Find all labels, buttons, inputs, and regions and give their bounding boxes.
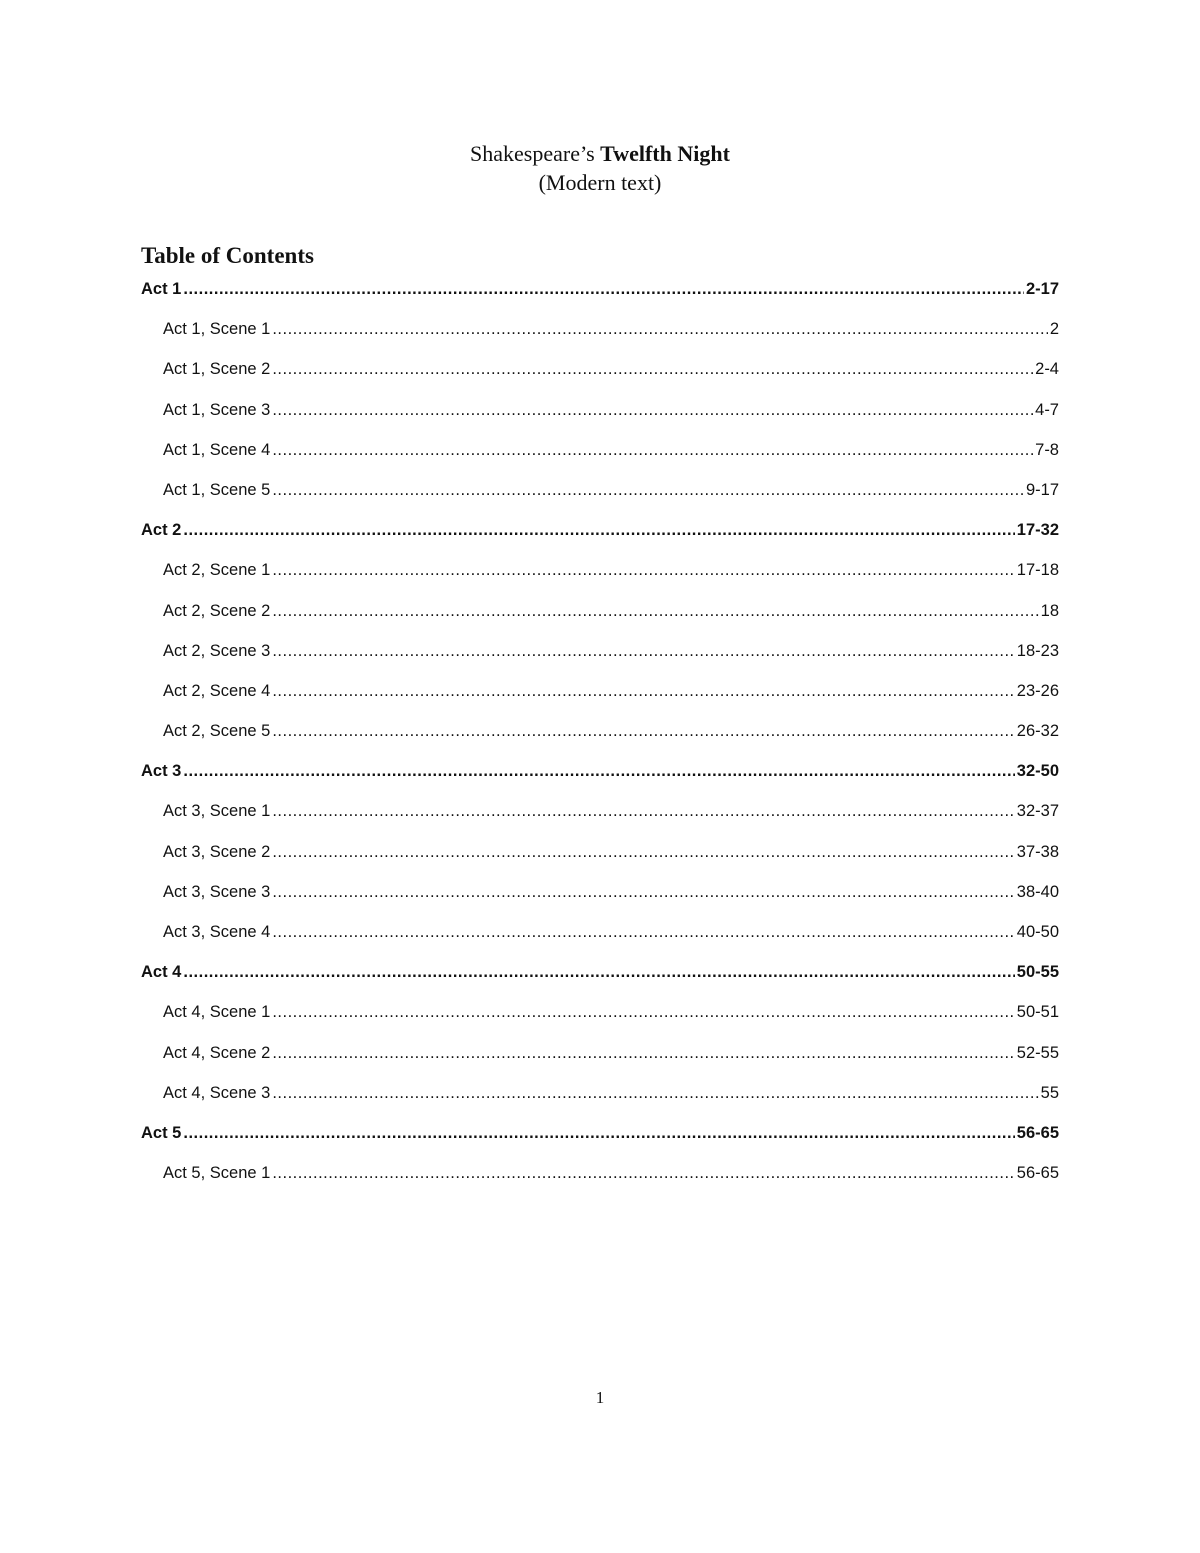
toc-dot-leader [272, 1039, 1014, 1067]
toc-dot-leader [272, 677, 1014, 705]
toc-dot-leader [183, 958, 1014, 986]
toc-entry-scene[interactable] [141, 998, 1059, 1038]
toc-entry-label: Act 1, Scene 3 [163, 400, 271, 419]
toc-entry-label: Act 4, Scene 3 [163, 1083, 271, 1102]
toc-dot-leader [183, 757, 1014, 785]
toc-dot-leader [272, 637, 1014, 665]
toc-entry-act[interactable] [141, 516, 1059, 556]
toc-entry-pages: 55 [1040, 1083, 1059, 1102]
toc-dot-leader [183, 1119, 1014, 1147]
toc-entry-label: Act 1, Scene 1 [163, 320, 271, 339]
toc-entry-pages: 38-40 [1016, 882, 1059, 901]
toc-entry-pages: 40-50 [1016, 923, 1059, 941]
toc-entry-label: Act 3, Scene 1 [163, 802, 271, 821]
toc-entry-label: Act 3 [141, 762, 182, 781]
toc-dot-leader [272, 556, 1014, 584]
toc-entry-pages: 7-8 [1035, 440, 1059, 459]
toc-dot-leader [272, 355, 1033, 383]
toc-entry-label: Act 1, Scene 4 [163, 440, 271, 459]
toc-entry-label: Act 1, Scene 2 [163, 360, 271, 379]
toc-entry-scene[interactable] [141, 918, 1059, 958]
toc-entry-scene[interactable] [141, 1079, 1059, 1119]
toc-entry-label: Act 3, Scene 3 [163, 882, 271, 901]
toc-entry-label: Act 3, Scene 4 [163, 923, 271, 941]
toc-entry-pages: 9-17 [1025, 480, 1059, 499]
toc-entry-scene[interactable] [141, 637, 1059, 677]
toc-entry-label: Act 3, Scene 2 [163, 842, 271, 861]
toc-entry-pages: 56-65 [1016, 1164, 1059, 1183]
toc-entry-scene[interactable] [141, 556, 1059, 596]
document-title [0, 139, 1200, 168]
toc-dot-leader [272, 878, 1014, 906]
toc-entry-pages: 23-26 [1016, 681, 1059, 700]
toc-entry-pages: 56-65 [1016, 1123, 1059, 1142]
toc-entry-pages: 18 [1040, 601, 1059, 620]
toc-heading: Table of Contents [141, 243, 314, 268]
toc-dot-leader [272, 1159, 1014, 1187]
toc-dot-leader [272, 476, 1024, 504]
toc-entry-label: Act 2, Scene 3 [163, 641, 271, 660]
toc-entry-scene[interactable] [141, 878, 1059, 918]
toc-entry-pages: 2 [1049, 320, 1059, 339]
toc-entry-label: Act 2, Scene 4 [163, 681, 271, 700]
toc-entry-act[interactable] [141, 757, 1059, 797]
toc-entry-pages: 50-51 [1016, 1003, 1059, 1022]
document-title-block [0, 139, 1200, 197]
toc-entry-label: Act 2, Scene 1 [163, 561, 271, 580]
toc-entry-label: Act 5, Scene 1 [163, 1164, 271, 1183]
title-play-name: Twelfth Night [600, 141, 730, 166]
toc-dot-leader [183, 516, 1014, 544]
toc-entry-scene[interactable] [141, 717, 1059, 757]
toc-entry-pages: 18-23 [1016, 641, 1059, 660]
title-prefix: Shakespeare’s [470, 141, 601, 166]
toc-entry-pages: 32-37 [1016, 802, 1059, 821]
toc-entry-label: Act 2, Scene 5 [163, 722, 271, 741]
toc-entry-scene[interactable] [141, 797, 1059, 837]
table-of-contents [141, 275, 1059, 1199]
toc-entry-act[interactable] [141, 275, 1059, 315]
toc-entry-label: Act 1 [141, 280, 182, 298]
toc-entry-pages: 17-18 [1016, 561, 1059, 580]
toc-entry-pages: 4-7 [1035, 400, 1059, 419]
toc-entry-label: Act 1, Scene 5 [163, 480, 271, 499]
toc-entry-scene[interactable] [141, 677, 1059, 717]
toc-entry-label: Act 4, Scene 1 [163, 1003, 271, 1022]
toc-entry-pages: 52-55 [1016, 1043, 1059, 1062]
toc-entry-scene[interactable] [141, 597, 1059, 637]
toc-entry-label: Act 2, Scene 2 [163, 601, 271, 620]
toc-entry-label: Act 4, Scene 2 [163, 1043, 271, 1062]
toc-entry-scene[interactable] [141, 396, 1059, 436]
toc-dot-leader [272, 838, 1014, 866]
toc-entry-pages: 26-32 [1016, 722, 1059, 741]
toc-entry-pages: 50-55 [1016, 963, 1059, 982]
toc-entry-scene[interactable] [141, 476, 1059, 516]
toc-entry-label: Act 2 [141, 521, 182, 540]
toc-entry-pages: 32-50 [1016, 762, 1059, 781]
toc-entry-scene[interactable] [141, 838, 1059, 878]
toc-dot-leader [272, 797, 1014, 825]
toc-dot-leader [272, 1079, 1038, 1107]
toc-entry-label: Act 5 [141, 1123, 182, 1142]
toc-entry-scene[interactable] [141, 355, 1059, 395]
toc-entry-label: Act 4 [141, 963, 182, 982]
toc-dot-leader [272, 998, 1014, 1026]
toc-dot-leader [272, 918, 1014, 946]
toc-entry-scene[interactable] [141, 1159, 1059, 1199]
toc-entry-pages: 17-32 [1016, 521, 1059, 540]
toc-entry-pages: 2-4 [1035, 360, 1059, 379]
toc-dot-leader [183, 275, 1024, 303]
toc-entry-scene[interactable] [141, 1039, 1059, 1079]
toc-entry-pages: 2-17 [1025, 280, 1059, 298]
toc-dot-leader [272, 436, 1033, 464]
toc-entry-act[interactable] [141, 1119, 1059, 1159]
toc-dot-leader [272, 717, 1014, 745]
document-subtitle: (Modern text) [538, 170, 662, 195]
toc-dot-leader [272, 315, 1047, 343]
toc-dot-leader [272, 396, 1033, 424]
toc-entry-act[interactable] [141, 958, 1059, 998]
page-number: 1 [595, 1388, 605, 1407]
toc-entry-scene[interactable] [141, 436, 1059, 476]
toc-entry-scene[interactable] [141, 315, 1059, 355]
toc-dot-leader [272, 597, 1038, 625]
toc-entry-pages: 37-38 [1016, 842, 1059, 861]
